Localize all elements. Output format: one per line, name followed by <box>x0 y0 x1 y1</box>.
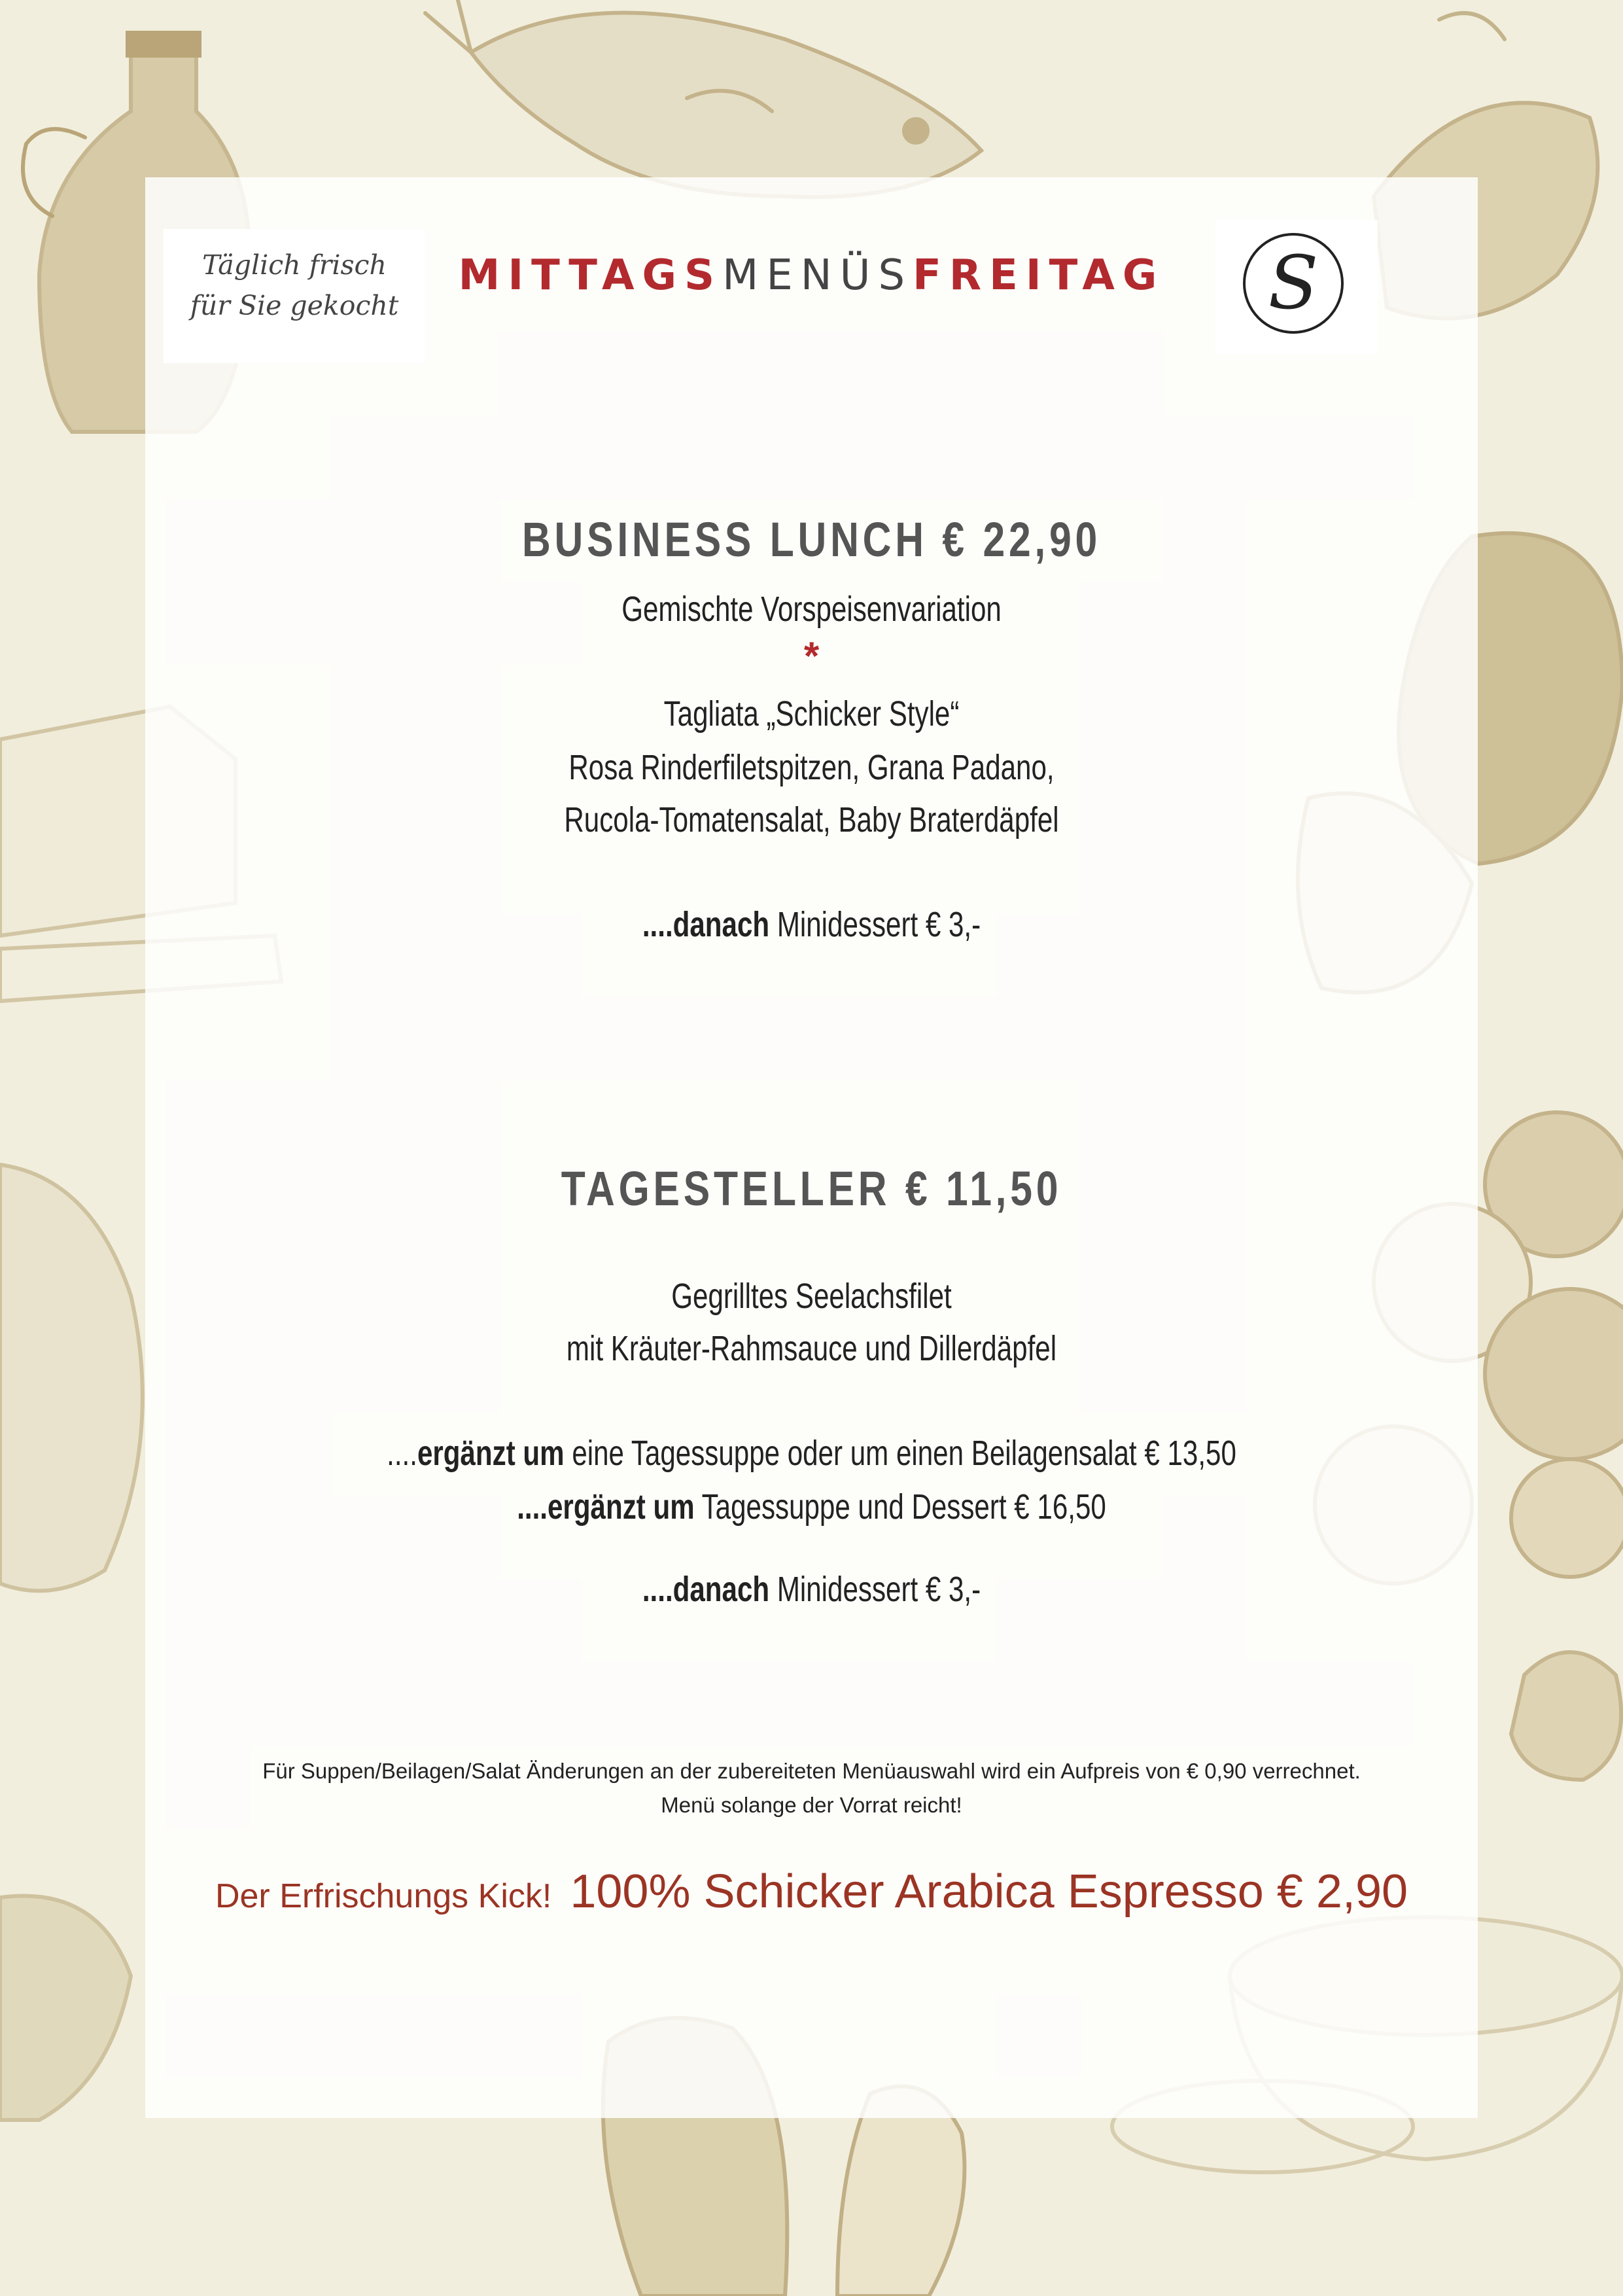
menu-panel <box>145 177 1478 2118</box>
business-lunch-main-line1: Rosa Rinderfiletspitzen, Grana Padano, <box>568 748 1055 787</box>
kick-label: Der Erfrischungs Kick! <box>215 1877 552 1915</box>
title-part-mittags: MITTAGS <box>458 251 723 300</box>
logo <box>1215 220 1378 354</box>
addon1-bold: ergänzt um <box>417 1434 565 1473</box>
surcharge-note: Für Suppen/Beilagen/Salat Änderungen an der zubereiteten Menüauswahl wird ein Aufpreis von € 0,90 verrechnet. <box>262 1759 1361 1783</box>
addon1-prefix: .... <box>387 1434 417 1473</box>
tagesteller-heading: TAGESTELLER € 11,50 <box>561 1161 1062 1216</box>
tagesteller-addon1 <box>292 1433 1331 1474</box>
business-lunch-main-line2: Rucola-Tomatensalat, Baby Braterdäpfel <box>564 800 1059 839</box>
dessert-text: Minidessert € 3,- <box>769 905 981 944</box>
logo-letter: S <box>1268 241 1319 326</box>
espresso-offer <box>145 1865 1478 1918</box>
dessert-prefix: ....danach <box>642 905 770 944</box>
tagesteller-dish-line2: mit Kräuter-Rahmsauce und Dillerdäpfel <box>566 1329 1057 1368</box>
course-separator: * <box>803 634 820 678</box>
business-lunch-main-title: Tagliata „Schicker Style“ <box>663 694 960 733</box>
tagline-line1: Täglich frisch <box>202 249 387 281</box>
tagesteller-dish-line1: Gegrilltes Seelachsfilet <box>671 1277 952 1316</box>
addon2-bold: ....ergänzt um <box>517 1487 695 1527</box>
business-lunch-dessert <box>292 904 1331 945</box>
business-lunch-heading: BUSINESS LUNCH € 22,90 <box>521 512 1102 567</box>
tagline-line2: für Sie gekocht <box>190 290 399 321</box>
lobster-icon <box>0 1165 143 2120</box>
logo-circle <box>1243 233 1344 334</box>
dessert-text: Minidessert € 3,- <box>769 1570 981 1609</box>
addon2-text: Tagessuppe und Dessert € 16,50 <box>694 1487 1106 1527</box>
fish-icon <box>425 0 981 197</box>
title-part-freitag: FREITAG <box>913 251 1165 300</box>
addon1-text: eine Tagessuppe oder um einen Beilagensalat € 13,50 <box>564 1434 1236 1473</box>
title-part-menus: MENÜS <box>722 251 913 300</box>
garlic-icon <box>1511 1652 1621 1780</box>
stock-note: Menü solange der Vorrat reicht! <box>661 1793 962 1817</box>
tagesteller-addon2 <box>292 1487 1331 1527</box>
business-lunch-starter: Gemischte Vorspeisenvariation <box>621 590 1002 629</box>
tagesteller-dessert <box>292 1569 1331 1610</box>
kick-offer: 100% Schicker Arabica Espresso € 2,90 <box>570 1865 1408 1918</box>
dessert-prefix: ....danach <box>642 1570 770 1609</box>
